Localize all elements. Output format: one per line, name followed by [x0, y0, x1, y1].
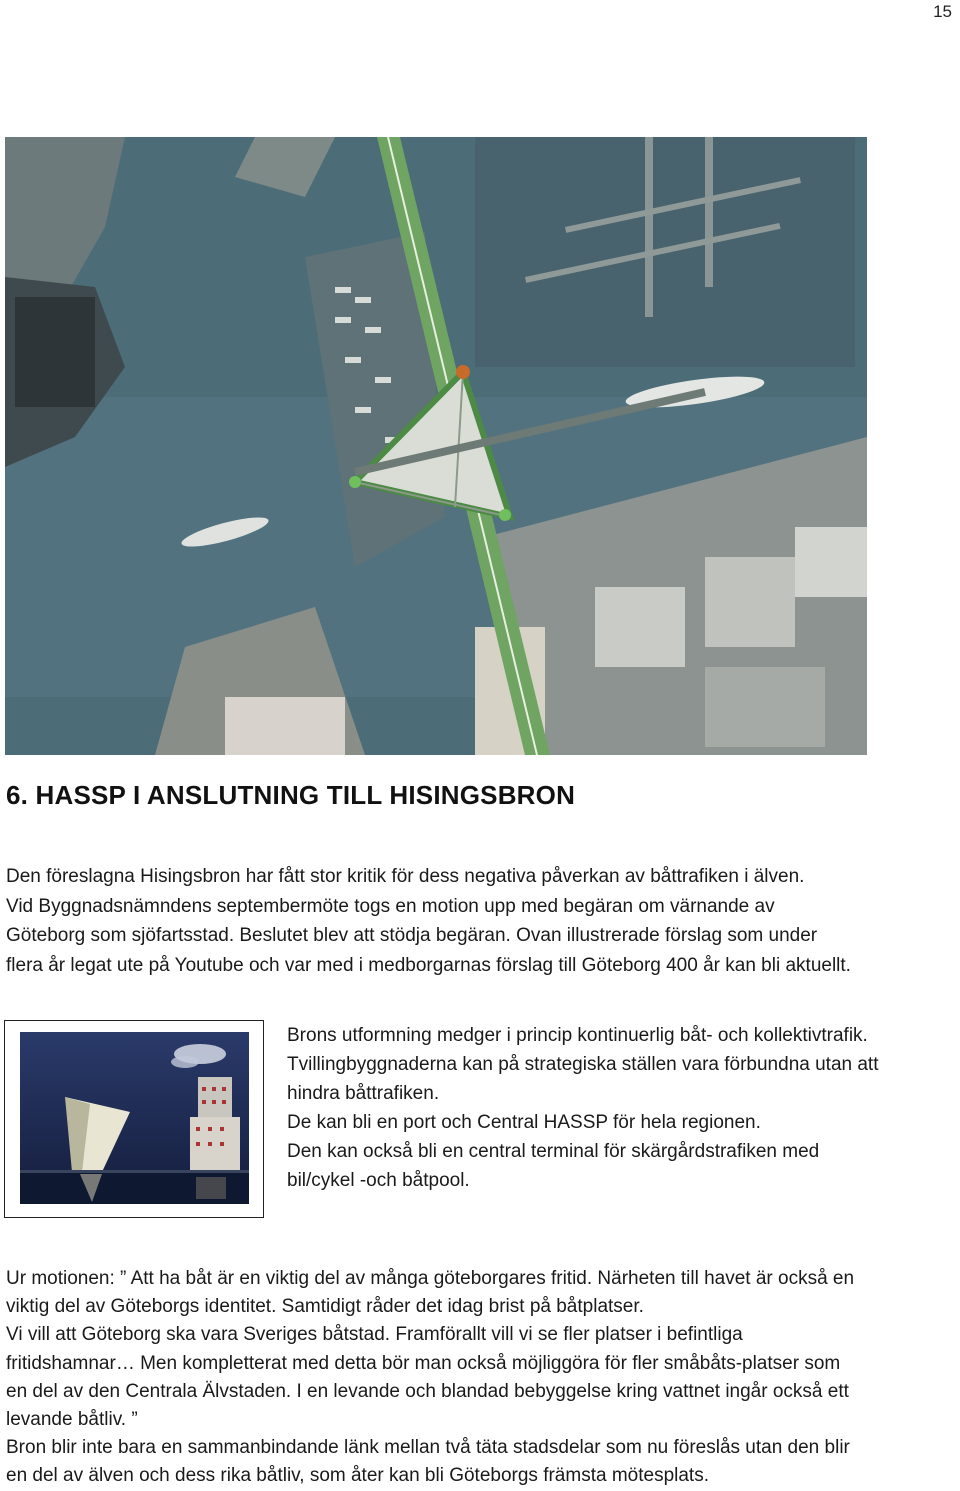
intro-line: Den föreslagna Hisingsbron har fått stor kritik för dess negativa påverkan av båttrafiken i älven.: [6, 866, 805, 887]
quote-line: viktig del av Göteborgs identitet. Samtidigt råder det idag brist på båtplatser.: [6, 1296, 644, 1318]
page-number: 15: [933, 2, 952, 21]
intro-paragraph: [6, 862, 956, 980]
feature-line: hindra båttrafiken.: [287, 1083, 440, 1104]
quote-line: Vi vill att Göteborg ska vara Sveriges båtstad. Framförallt vill vi se fler platser i befintliga: [6, 1324, 743, 1346]
bridge-render-image: [4, 1020, 264, 1218]
intro-line: Göteborg som sjöfartsstad. Beslutet blev att stödja begäran. Ovan illustrerade förslag som under: [6, 925, 818, 946]
feature-description: [287, 1021, 957, 1195]
quote-line: en del av älven och dess rika båtliv, som åter kan bli Göteborgs främsta mötesplats.: [6, 1465, 709, 1487]
feature-line: bil/cykel -och båtpool.: [287, 1170, 470, 1191]
intro-line: Vid Byggnadsnämndens septembermöte togs en motion upp med begäran om värnande av: [6, 895, 775, 917]
quote-line: Ur motionen: ” Att ha båt är en viktig del av många göteborgares fritid. Närheten till havet är också en: [6, 1268, 855, 1289]
quote-line: Bron blir inte bara en sammanbindande länk mellan två täta stadsdelar som nu föreslås utan den blir: [6, 1437, 850, 1459]
quote-line: levande båtliv. ”: [6, 1409, 138, 1431]
aerial-photo-hisingsbron: [5, 137, 867, 755]
feature-line: Den kan också bli en central terminal för skärgårdstrafiken med: [287, 1141, 820, 1162]
feature-line: Brons utformning medger i princip kontinuerlig båt- och kollektivtrafik.: [287, 1025, 868, 1046]
aerial-map-illustration: [5, 137, 867, 755]
section-heading: 6. HASSP I ANSLUTNING TILL HISINGSBRON: [6, 780, 576, 810]
night-render-illustration: [20, 1032, 249, 1204]
feature-line: Tvillingbyggnaderna kan på strategiska ställen vara förbundna utan att: [287, 1054, 879, 1075]
quote-line: fritidshamnar… Men kompletterat med detta bör man också möjliggöra för fler småbåts-platser som: [6, 1352, 841, 1374]
motion-quote-paragraph: [6, 1265, 958, 1491]
quote-line: en del av den Centrala Älvstaden. I en levande och blandad bebyggelse kring vattnet ingår också ett: [6, 1380, 849, 1402]
feature-line: De kan bli en port och Central HASSP för hela regionen.: [287, 1112, 761, 1133]
intro-line: flera år legat ute på Youtube och var med i medborgarnas förslag till Göteborg 400 år kan bli aktuellt.: [6, 954, 851, 976]
